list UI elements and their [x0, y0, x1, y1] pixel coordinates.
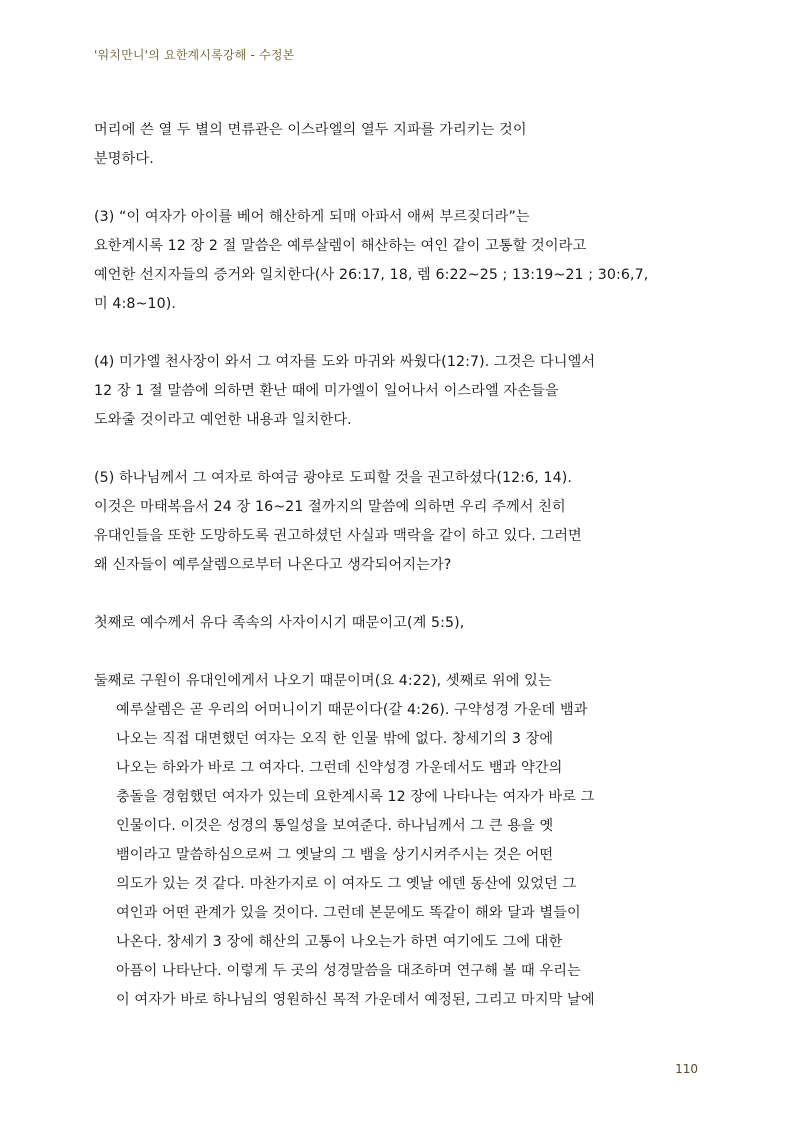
text-line: (3) “이 여자가 아이를 베어 해산하게 되매 아파서 애써 부르짖더라”는: [94, 209, 530, 225]
paragraph: [94, 609, 698, 638]
text-line: 왜 신자들이 예루살렘으로부터 나온다고 생각되어지는가?: [94, 557, 452, 573]
paragraph-gap: [94, 638, 698, 667]
paragraph: [94, 116, 698, 174]
paragraph-gap: [94, 319, 698, 348]
text-line: 인물이다. 이것은 성경의 통일성을 보여준다. 하나님께서 그 큰 용을 옛: [116, 818, 554, 834]
text-line: 요한계시록 12 장 2 절 말씀은 예루살렘이 해산하는 여인 같이 고통할 것이라고: [94, 238, 587, 254]
text-line: 나온다. 창세기 3 장에 해산의 고통이 나오는가 하면 여기에도 그에 대한: [116, 934, 563, 950]
text-line: 둘째로 구원이 유대인에게서 나오기 때문이며(요 4:22), 셋째로 위에 있는: [94, 673, 552, 689]
text-line: 미 4:8~10).: [94, 296, 177, 312]
text-line: 예언한 선지자들의 증거와 일치한다(사 26:17, 18, 렘 6:22~25 ; 13:19~21 ; 30:6,7,: [94, 267, 649, 283]
text-line: 예루살렘은 곧 우리의 어머니이기 때문이다(갈 4:26). 구약성경 가운데 뱀과: [116, 702, 588, 718]
text-line: 아픔이 나타난다. 이렇게 두 곳의 성경말씀을 대조하며 연구해 볼 때 우리는: [116, 963, 581, 979]
text-line: (5) 하나님께서 그 여자로 하여금 광야로 도피할 것을 권고하셨다(12:6, 14).: [94, 470, 573, 486]
paragraph: [94, 348, 698, 435]
text-line: 나오는 직접 대면했던 여자는 오직 한 인물 밖에 없다. 창세기의 3 장에: [116, 731, 554, 747]
paragraph: [94, 667, 698, 1015]
text-line: 머리에 쓴 열 두 별의 면류관은 이스라엘의 열두 지파를 가리키는 것이: [94, 122, 527, 138]
text-line: 분명하다.: [94, 151, 154, 167]
paragraph-gap: [94, 580, 698, 609]
paragraph-gap: [94, 435, 698, 464]
text-line: 여인과 어떤 관계가 있을 것이다. 그런데 본문에도 똑같이 해와 달과 별들이: [116, 905, 581, 921]
running-header: '워치만니'의 요한계시록강해 - 수정본: [94, 48, 295, 62]
page-body: [94, 116, 698, 1015]
text-line: 도와줄 것이라고 예언한 내용과 일치한다.: [94, 412, 352, 428]
text-line: 나오는 하와가 바로 그 여자다. 그런데 신약성경 가운데서도 뱀과 약간의: [116, 760, 563, 776]
paragraph: [94, 203, 698, 319]
text-line: 뱀이라고 말씀하심으로써 그 옛날의 그 뱀을 상기시켜주시는 것은 어떤: [116, 847, 554, 863]
text-line: 충돌을 경험했던 여자가 있는데 요한계시록 12 장에 나타나는 여자가 바로 그: [116, 789, 595, 805]
paragraph: [94, 464, 698, 580]
text-line: 의도가 있는 것 같다. 마찬가지로 이 여자도 그 옛날 에덴 동산에 있었던 그: [116, 876, 577, 892]
text-line: 이 여자가 바로 하나님의 영원하신 목적 가운데서 예정된, 그리고 마지막 날에: [116, 992, 595, 1008]
text-line: 유대인들을 또한 도망하도록 권고하셨던 사실과 맥락을 같이 하고 있다. 그러면: [94, 528, 582, 544]
page-number: 110: [675, 1062, 698, 1076]
paragraph-gap: [94, 174, 698, 203]
text-line: 12 장 1 절 말씀에 의하면 환난 때에 미가엘이 일어나서 이스라엘 자손들을: [94, 383, 559, 399]
text-line: 첫째로 예수께서 유다 족속의 사자이시기 때문이고(계 5:5),: [94, 615, 465, 631]
text-line: (4) 미가엘 천사장이 와서 그 여자를 도와 마귀와 싸웠다(12:7). 그것은 다니엘서: [94, 354, 596, 370]
text-line: 이것은 마태복음서 24 장 16~21 절까지의 말씀에 의하면 우리 주께서 친히: [94, 499, 566, 515]
